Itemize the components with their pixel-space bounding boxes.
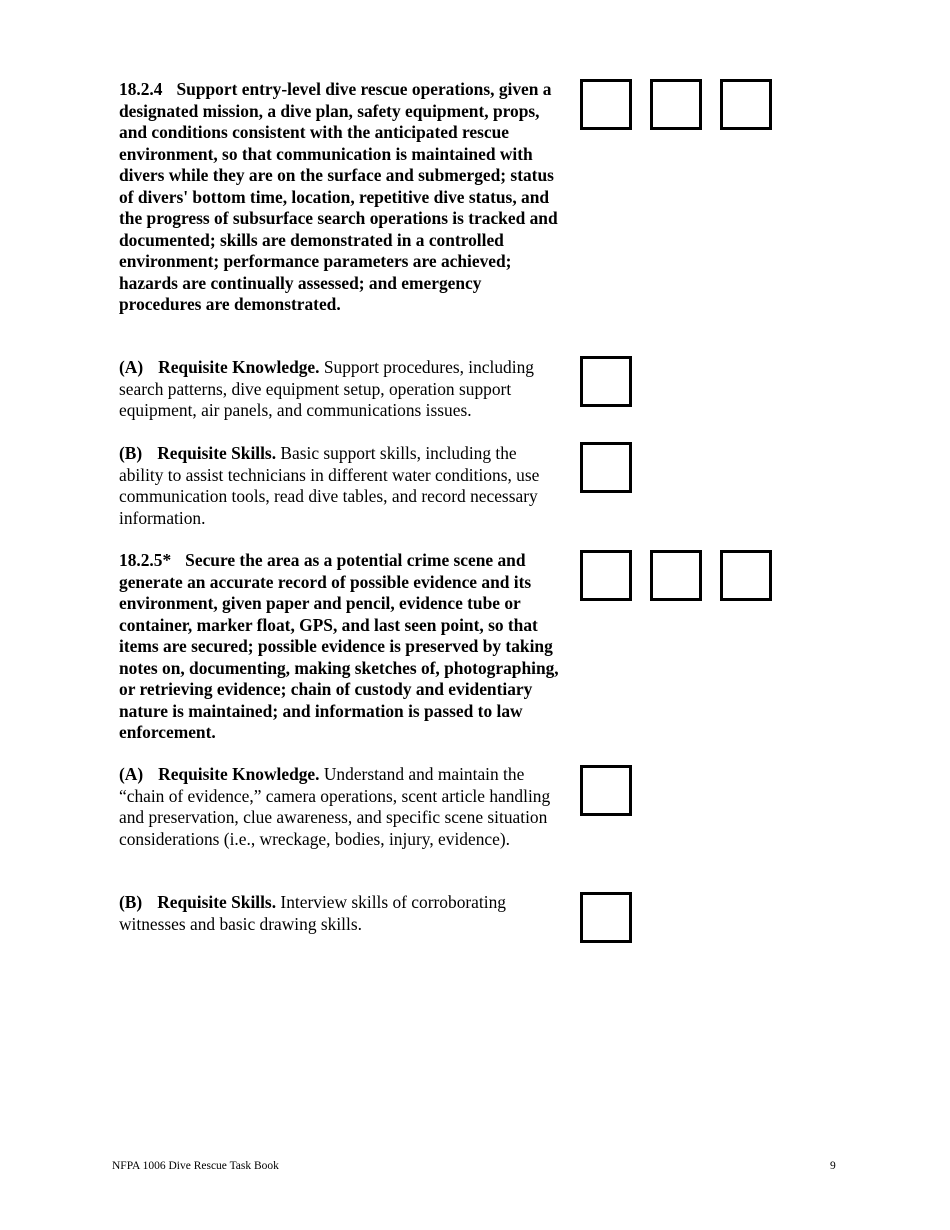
requisite-text: Basic support skills, including the ability to assist technicians in different water conditions, use communication tools, read dive tables, and record necessary information. — [119, 443, 540, 528]
requisite-label: Requisite Skills. — [157, 892, 277, 912]
requisite-knowledge-paragraph — [119, 357, 565, 422]
knowledge-checkbox[interactable] — [580, 765, 632, 816]
footer-title: NFPA 1006 Dive Rescue Task Book — [112, 1160, 279, 1172]
section-body: Secure the area as a potential crime scene and generate an accurate record of possible evidence and its environment, given paper and pencil, evidence tube or container, marker float, GPS, and last seen point, so that items are secured; possible evidence is preserved by taking notes on, documenting, making sketches of, photographing, or retrieving evidence; chain of custody and evidentiary nature is maintained; and information is passed to law enforcement. — [119, 550, 559, 742]
requisite-label: Requisite Knowledge. — [158, 764, 320, 784]
signoff-checkbox-3[interactable] — [720, 550, 772, 601]
requisite-knowledge-paragraph — [119, 764, 565, 850]
section-number: 18.2.5* — [119, 550, 172, 570]
requisite-text: Interview skills of corroborating witnesses and basic drawing skills. — [119, 892, 506, 934]
section-body: Support entry-level dive rescue operations, given a designated mission, a dive plan, safety equipment, props, and conditions consistent with the anticipated rescue environment, so that communication is maintained with divers while they are on the surface and submerged; status of divers' bottom time, location, repetitive dive status, and the progress of subsurface search operations is tracked and documented; skills are demonstrated in a controlled environment; performance parameters are achieved; hazards are continually assessed; and emergency procedures are demonstrated. — [119, 79, 558, 314]
requisite-skills-paragraph — [119, 892, 565, 935]
section-18-2-4-text — [119, 79, 565, 316]
item-letter: (A) — [119, 357, 144, 377]
page-number: 9 — [830, 1160, 836, 1172]
requisite-text: Understand and maintain the “chain of evidence,” camera operations, scent article handling and preservation, clue awareness, and specific scene situation considerations (i.e., wreckage, bodies, injury, evidence). — [119, 764, 551, 849]
requisite-label: Requisite Knowledge. — [158, 357, 320, 377]
item-letter: (A) — [119, 764, 144, 784]
requisite-label: Requisite Skills. — [157, 443, 277, 463]
section-18-2-5-text — [119, 550, 565, 744]
signoff-checkbox-3[interactable] — [720, 79, 772, 130]
item-letter: (B) — [119, 443, 143, 463]
signoff-checkbox-1[interactable] — [580, 79, 632, 130]
section-number: 18.2.4 — [119, 79, 163, 99]
signoff-checkbox-2[interactable] — [650, 550, 702, 601]
item-letter: (B) — [119, 892, 143, 912]
requisite-text: Support procedures, including search patterns, dive equipment setup, operation support equipment, air panels, and communications issues. — [119, 357, 534, 420]
signoff-checkbox-2[interactable] — [650, 79, 702, 130]
skills-checkbox[interactable] — [580, 442, 632, 493]
knowledge-checkbox[interactable] — [580, 356, 632, 407]
skills-checkbox[interactable] — [580, 892, 632, 943]
signoff-checkbox-1[interactable] — [580, 550, 632, 601]
requisite-skills-paragraph — [119, 443, 565, 529]
